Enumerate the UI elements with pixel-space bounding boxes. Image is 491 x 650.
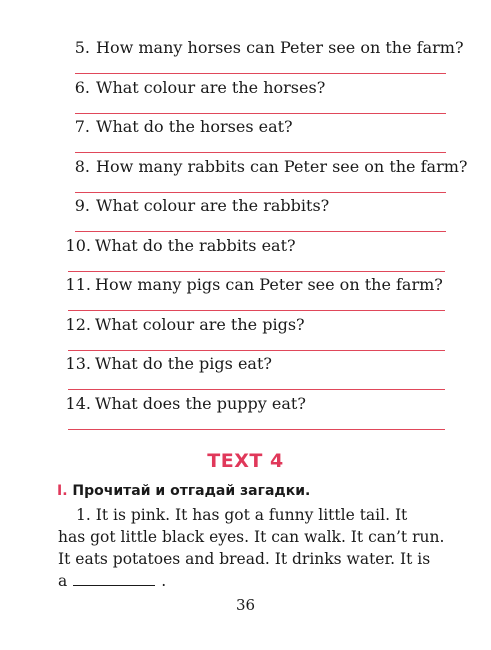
- question-number: 8.: [74, 156, 90, 176]
- question-7: [0, 117, 491, 157]
- answer-blank[interactable]: [73, 571, 155, 586]
- question-9: [0, 196, 491, 236]
- question-13: [0, 354, 491, 394]
- answer-line[interactable]: [68, 389, 445, 390]
- question-list: [0, 38, 491, 433]
- question-number: 6.: [74, 77, 90, 97]
- question-text: What colour are the rabbits?: [96, 196, 330, 215]
- question-text: How many horses can Peter see on the farm?: [96, 38, 464, 57]
- answer-line[interactable]: [75, 73, 446, 74]
- question-number: 12.: [65, 314, 91, 334]
- riddle-line: has got little black eyes. It can walk. It can’t run.: [58, 528, 445, 546]
- answer-line[interactable]: [75, 231, 446, 232]
- question-text: What do the rabbits eat?: [95, 235, 296, 255]
- question-text: What do the pigs eat?: [95, 354, 272, 373]
- question-11: [0, 275, 491, 315]
- riddle-line: It eats potatoes and bread. It drinks water. It is: [58, 550, 431, 568]
- question-number: 11.: [65, 275, 91, 294]
- question-number: 7.: [74, 117, 90, 136]
- answer-line[interactable]: [75, 152, 446, 153]
- question-text: What do the horses eat?: [96, 117, 293, 136]
- question-14: [0, 394, 491, 434]
- answer-line[interactable]: [68, 310, 445, 311]
- section-title: TEXT 4: [207, 450, 284, 472]
- riddle-answer-line: [58, 570, 453, 592]
- question-12: [0, 315, 491, 355]
- answer-line[interactable]: [68, 429, 445, 430]
- instruction-number: I.: [57, 483, 68, 499]
- question-5: [0, 38, 491, 78]
- question-number: 9.: [74, 196, 90, 215]
- question-text: What colour are the horses?: [96, 77, 326, 97]
- answer-line[interactable]: [68, 350, 445, 351]
- question-6: [0, 78, 491, 118]
- riddle-article: a: [58, 572, 68, 590]
- answer-line[interactable]: [75, 113, 446, 114]
- page-number: 36: [235, 596, 256, 614]
- question-number: 14.: [65, 393, 91, 413]
- question-text: What colour are the pigs?: [95, 314, 305, 334]
- riddle-period: .: [161, 572, 167, 590]
- riddle-line: 1. It is pink. It has got a funny little tail. It: [76, 506, 408, 524]
- question-text: How many rabbits can Peter see on the farm?: [96, 156, 468, 176]
- question-number: 10.: [65, 235, 91, 255]
- riddle-1: [58, 504, 453, 592]
- answer-line[interactable]: [68, 271, 445, 272]
- question-text: What does the puppy eat?: [95, 393, 306, 413]
- answer-line[interactable]: [75, 192, 446, 193]
- question-10: [0, 236, 491, 276]
- question-text: How many pigs can Peter see on the farm?: [95, 275, 443, 294]
- question-number: 13.: [65, 354, 91, 373]
- question-8: [0, 157, 491, 197]
- instruction-text: Прочитай и отгадай загадки.: [72, 483, 311, 499]
- instruction: [57, 483, 310, 499]
- question-number: 5.: [74, 38, 90, 57]
